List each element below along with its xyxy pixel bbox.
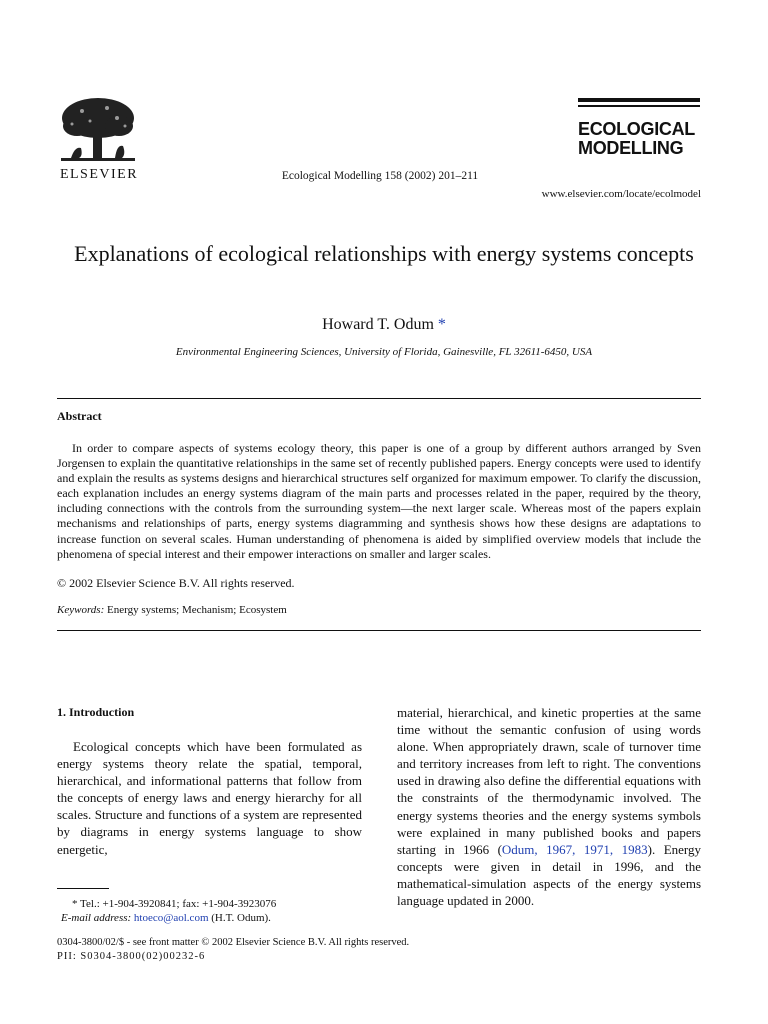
- author-footnote-mark[interactable]: *: [437, 316, 446, 333]
- reference-link-odum[interactable]: Odum, 1967, 1971, 1983: [501, 841, 648, 857]
- keywords-label: Keywords:: [57, 604, 105, 616]
- abstract-bottom-rule: [57, 630, 701, 631]
- intro-paragraph-right: [397, 704, 701, 909]
- abstract-heading: Abstract: [57, 409, 102, 423]
- intro-paragraph-left: Ecological concepts which have been formulated as energy systems theory relate the spatial, temporal, hierarchical, and informational patterns that follow from the concepts of energy laws and energy hierarchy for all scales. Structure and functions of a system are represented by diagrams in energy systems language to show energetic,: [57, 739, 362, 857]
- journal-logo-bar-thin: [578, 105, 700, 107]
- journal-citation: Ecological Modelling 158 (2002) 201–211: [281, 170, 479, 182]
- abstract-body: [57, 441, 701, 562]
- front-matter-line: 0304-3800/02/$ - see front matter © 2002 Elsevier Science B.V. All rights reserved.: [57, 937, 410, 948]
- author-name: Howard T. Odum: [322, 316, 434, 333]
- intro-right-column: [397, 704, 701, 909]
- abstract-top-rule: [57, 398, 701, 399]
- article-title: Explanations of ecological relationships with energy systems concepts: [74, 241, 694, 266]
- footnote-email-line: [57, 912, 271, 924]
- section-heading-introduction: 1. Introduction: [57, 705, 135, 719]
- abstract-text: In order to compare aspects of systems ecology theory, this paper is one of a group by different authors arranged by Sven Jorgensen to explain the quantitative relationships in the same set of recently published papers. Energy concepts were used to identify and explain the results as systems designs and hierarchical structures self organized for maximum empower. To clarify the discussion, each explanation includes an energy systems diagram of the main parts and processes related in the paper, required by the theory, including connections with the controls from the surrounding system—the next larger scale. Whereas most of the papers explain mechanisms and relationships of parts, energy systems diagramming and synthesis shows how these designs are adaptations to increase function on several scales. Human understanding of phenomena is aided by simplified overview models that include the phenomena of special interest and their empower interactions on smaller and larger scales.: [57, 441, 701, 561]
- author-affiliation: Environmental Engineering Sciences, University of Florida, Gainesville, FL 32611-6450, USA: [175, 346, 593, 358]
- abstract-copyright: © 2002 Elsevier Science B.V. All rights reserved.: [57, 576, 295, 590]
- footnote-rule: [57, 888, 109, 889]
- email-label: E-mail address:: [61, 912, 132, 924]
- elsevier-tree-logo: [57, 96, 139, 166]
- intro-left-column: [57, 738, 362, 858]
- publisher-name: ELSEVIER: [59, 167, 139, 182]
- email-suffix: (H.T. Odum).: [211, 912, 271, 924]
- journal-logo-bar: [578, 98, 700, 102]
- email-link[interactable]: htoeco@aol.com: [133, 912, 209, 924]
- journal-logo-line1: ECOLOGICAL: [578, 119, 695, 139]
- footnote-contact: * Tel.: +1-904-3920841; fax: +1-904-3923076: [72, 898, 277, 910]
- intro-right-text-2: ). Energy concepts were given in detail in 1996, and the mathematical-simulation aspects of the energy systems language updated in 2000.: [397, 841, 701, 909]
- pii-line: PII: S0304-3800(02)00232-6: [57, 951, 206, 962]
- intro-right-text-1: material, hierarchical, and kinetic properties at the same time without the semantic confusion of using words alone. When appropriately drawn, scale of turnover time and territory increases from left to right. The conventions used in drawing also define the differential equations with the constraints of the thermodynamic involved. The energy systems theories and the energy systems symbols were explained in many published books and papers starting in 1966 (: [397, 705, 701, 857]
- journal-logo: [578, 120, 695, 158]
- author-line: [40, 316, 728, 334]
- keywords-line: [57, 604, 287, 616]
- journal-logo-line2: MODELLING: [578, 138, 684, 158]
- journal-url[interactable]: www.elsevier.com/locate/ecolmodel: [541, 188, 701, 200]
- keywords-list: Energy systems; Mechanism; Ecosystem: [107, 604, 287, 616]
